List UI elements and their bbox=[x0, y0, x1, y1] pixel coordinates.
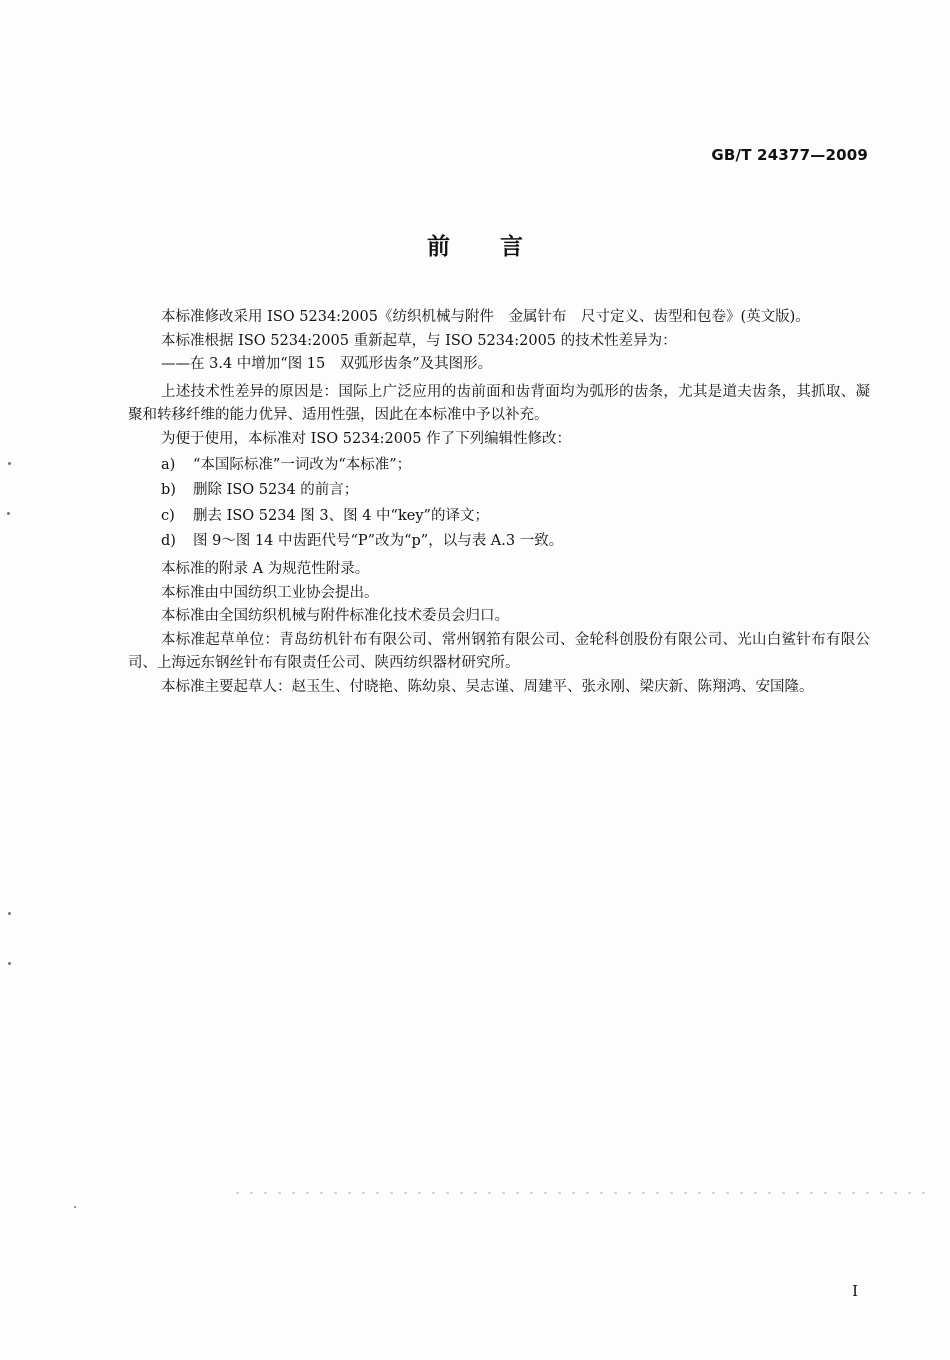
page-title: 前言 bbox=[427, 234, 573, 260]
list-item-text: 删去 ISO 5234 图 3、图 4 中“key”的译文； bbox=[193, 507, 489, 524]
paragraph-reason: 上述技术性差异的原因是：国际上广泛应用的齿前面和齿背面均为弧形的齿条，尤其是道夫齿条，其抓取、凝聚和转移纤维的能力优异、适用性强，因此在本标准中予以补充。 bbox=[128, 383, 870, 424]
scan-speck bbox=[8, 912, 11, 915]
paragraph-editorial-intro: 为便于使用，本标准对 ISO 5234:2005 作了下列编辑性修改： bbox=[161, 430, 572, 447]
foreword-body bbox=[128, 306, 870, 700]
list-item bbox=[128, 479, 870, 503]
scan-speck bbox=[8, 962, 11, 965]
scan-speck bbox=[7, 512, 10, 515]
paragraph-drafters: 本标准主要起草人：赵玉生、付晓艳、陈幼泉、吴志谨、周建平、张永刚、梁庆新、陈翔鸿、安国隆。 bbox=[161, 678, 814, 695]
page-number: I bbox=[852, 1282, 858, 1300]
list-item bbox=[128, 530, 870, 554]
paragraph-proposer: 本标准由中国纺织工业协会提出。 bbox=[161, 584, 379, 601]
paragraph-adoption: 本标准修改采用 ISO 5234:2005《纺织机械与附件 金属针布 尺寸定义、齿型和包卷》(英文版)。 bbox=[161, 309, 810, 325]
list-marker: a) bbox=[161, 456, 176, 473]
list-item-text: “本国际标准”一词改为“本标准”； bbox=[193, 456, 412, 473]
list-item-text: 图 9～图 14 中齿距代号“P”改为“p”，以与表 A.3 一致。 bbox=[193, 533, 564, 550]
paragraph-redraft: 本标准根据 ISO 5234:2005 重新起草，与 ISO 5234:2005 的技术性差异为： bbox=[161, 332, 677, 349]
paragraph-difference: ——在 3.4 中增加“图 15 双弧形齿条”及其图形。 bbox=[161, 356, 493, 373]
standard-code: GB/T 24377—2009 bbox=[711, 146, 868, 164]
list-item bbox=[128, 505, 870, 529]
list-item-text: 删除 ISO 5234 的前言； bbox=[193, 482, 359, 499]
scan-speck bbox=[74, 1206, 76, 1208]
scan-artifact-line bbox=[236, 1192, 926, 1194]
paragraph-committee: 本标准由全国纺织机械与附件标准化技术委员会归口。 bbox=[161, 608, 509, 625]
paragraph-drafting-units: 本标准起草单位：青岛纺机针布有限公司、常州钢筘有限公司、金轮科创股份有限公司、光山白鲨针布有限公司、上海远东钢丝针布有限责任公司、陕西纺织器材研究所。 bbox=[128, 631, 870, 672]
scan-speck bbox=[8, 462, 11, 465]
list-marker: d) bbox=[161, 533, 176, 550]
list-marker: b) bbox=[161, 482, 176, 499]
list-marker: c) bbox=[161, 507, 175, 524]
paragraph-annex: 本标准的附录 A 为规范性附录。 bbox=[161, 560, 370, 577]
list-item bbox=[128, 454, 870, 478]
